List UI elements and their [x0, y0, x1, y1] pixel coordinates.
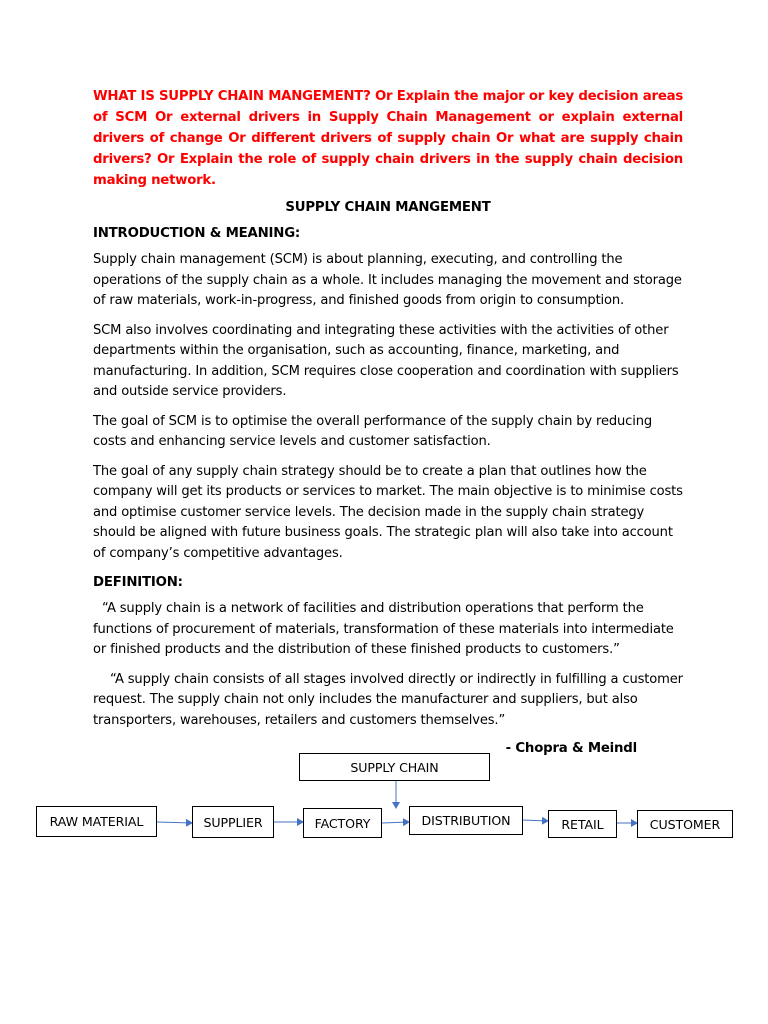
arrow-distribution-to-retail	[523, 820, 548, 821]
supply-chain-box: SUPPLY CHAIN	[299, 753, 490, 781]
arrow-raw-to-supplier	[157, 822, 192, 823]
attribution: - Chopra & Meindl	[505, 741, 637, 756]
distribution-box: DISTRIBUTION	[409, 806, 523, 835]
supplier-box: SUPPLIER	[192, 806, 274, 838]
retail-box: RETAIL	[548, 810, 617, 838]
intro-paragraph: The goal of SCM is to optimise the overall performance of the supply chain by reducing costs and enhancing service levels and customer satisfaction.	[93, 413, 653, 449]
intro-paragraph: The goal of any supply chain strategy should be to create a plan that outlines how the company will get its products or services to market. The main objective is to minimise costs and optimise customer service levels. The decision made in the supply chain strategy should be aligned with future business goals. The strategic plan will also take into account of company’s competitive advantages.	[93, 463, 683, 561]
definition-heading: DEFINITION:	[93, 575, 183, 590]
intro-paragraph: SCM also involves coordinating and integrating these activities with the activities of other departments within the organisation, such as accounting, finance, marketing, and manufacturing. In addition, SCM requires close cooperation and coordination with suppliers and outside service providers.	[93, 322, 679, 399]
customer-box: CUSTOMER	[637, 810, 733, 838]
arrow-factory-to-distribution	[382, 822, 409, 823]
definition-quote: “A supply chain is a network of facilities and distribution operations that perform the functions of procurement of materials, transformation of these materials into intermediate or finished products and the distribution of these finished products to customers.”	[93, 601, 674, 657]
factory-box: FACTORY	[303, 808, 382, 838]
question-heading: WHAT IS SUPPLY CHAIN MANGEMENT? Or Explain the major or key decision areas of SCM Or external drivers in Supply Chain Management or explain external drivers of change Or different drivers of supply chain Or what are supply chain drivers? Or Explain the role of supply chain drivers in the supply chain decision making network.	[93, 89, 683, 188]
definition-quote: “A supply chain consists of all stages involved directly or indirectly in fulfilling a customer request. The supply chain not only includes the manufacturer and suppliers, but also transporters, warehouses, retailers and customers themselves.”	[93, 671, 683, 728]
intro-heading: INTRODUCTION & MEANING:	[93, 226, 301, 241]
document-title: SUPPLY CHAIN MANGEMENT	[285, 200, 491, 215]
raw-material-box: RAW MATERIAL	[36, 806, 157, 837]
intro-paragraph: Supply chain management (SCM) is about planning, executing, and controlling the operations of the supply chain as a whole. It includes managing the movement and storage of raw materials, work-in-progress, and finished goods from origin to consumption.	[93, 252, 682, 308]
